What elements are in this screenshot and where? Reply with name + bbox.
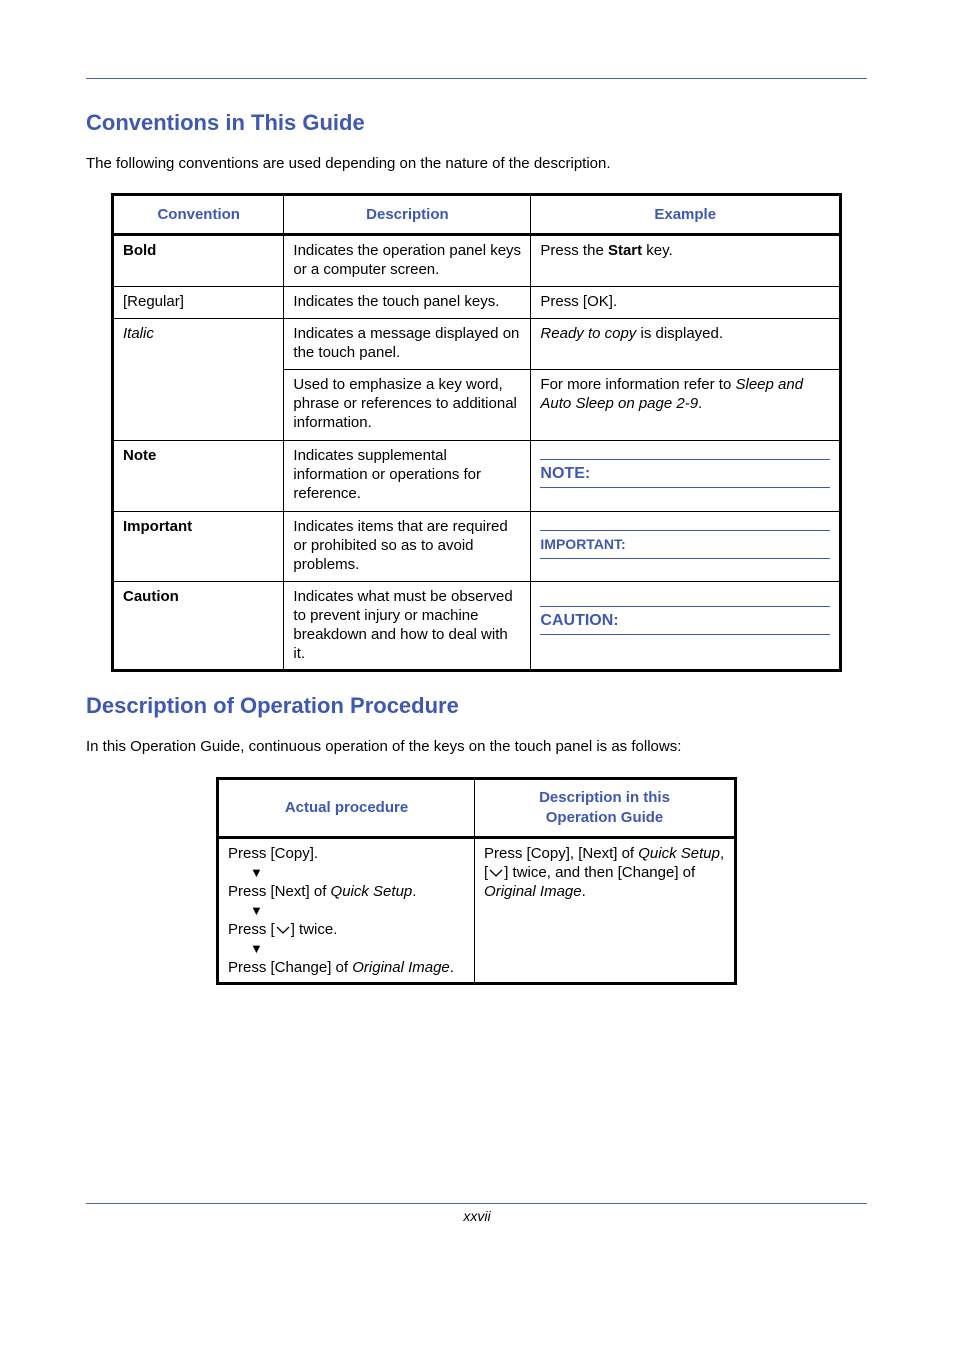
section-heading-conventions: Conventions in This Guide bbox=[86, 110, 365, 135]
procedure-table bbox=[216, 777, 737, 985]
note-label: NOTE: bbox=[540, 459, 830, 488]
table-header-row bbox=[218, 779, 736, 838]
description-cell: Indicates a message displayed on the touch panel. bbox=[284, 319, 531, 370]
column-header-example: Example bbox=[531, 195, 841, 235]
chevron-down-icon bbox=[275, 924, 291, 936]
description-cell: Indicates the touch panel keys. bbox=[284, 287, 531, 319]
footer-rule bbox=[86, 1203, 867, 1204]
actual-procedure-cell bbox=[218, 838, 475, 984]
table-header-row bbox=[113, 195, 841, 235]
convention-cell: [Regular] bbox=[113, 287, 284, 319]
down-arrow-icon: ▼ bbox=[250, 903, 263, 918]
header-rule bbox=[86, 78, 867, 79]
example-cell: Ready to copy is displayed. bbox=[531, 319, 841, 370]
table-row bbox=[113, 582, 841, 671]
important-label: IMPORTANT: bbox=[540, 530, 830, 559]
procedure-step: Press [Next] of Quick Setup. bbox=[228, 883, 417, 900]
description-cell: Used to emphasize a key word, phrase or references to additional information. bbox=[284, 370, 531, 441]
example-cell: Press the Start key. bbox=[531, 235, 841, 287]
convention-cell: Italic bbox=[113, 319, 284, 441]
table-row bbox=[113, 512, 841, 582]
convention-cell: Note bbox=[113, 441, 284, 512]
procedure-step: Press [Change] of Original Image. bbox=[228, 959, 454, 976]
page-number: xxvii bbox=[463, 1208, 491, 1224]
conventions-table bbox=[111, 193, 842, 672]
description-cell: Indicates items that are required or prohibited so as to avoid problems. bbox=[284, 512, 531, 582]
section-heading-operation-procedure: Description of Operation Procedure bbox=[86, 693, 459, 718]
description-cell: Indicates supplemental information or operations for reference. bbox=[284, 441, 531, 512]
chevron-down-icon bbox=[488, 867, 504, 879]
example-cell bbox=[531, 512, 841, 582]
convention-cell: Bold bbox=[113, 235, 284, 287]
example-cell bbox=[531, 441, 841, 512]
convention-cell: Important bbox=[113, 512, 284, 582]
table-row bbox=[113, 441, 841, 512]
procedure-step: Press [ ] twice. bbox=[228, 921, 338, 938]
table-row bbox=[113, 287, 841, 319]
down-arrow-icon: ▼ bbox=[250, 865, 263, 880]
procedure-intro: In this Operation Guide, continuous operation of the keys on the touch panel is as follows: bbox=[86, 738, 682, 755]
caution-label: CAUTION: bbox=[540, 606, 830, 635]
down-arrow-icon: ▼ bbox=[250, 941, 263, 956]
conventions-intro: The following conventions are used depending on the nature of the description. bbox=[86, 155, 611, 172]
column-header-description: Description bbox=[284, 195, 531, 235]
column-header-guide-description: Description in this Operation Guide bbox=[475, 779, 736, 838]
column-header-actual-procedure: Actual procedure bbox=[218, 779, 475, 838]
guide-description-cell: Press [Copy], [Next] of Quick Setup, [ ] twice, and then [Change] of Original Image. bbox=[475, 838, 736, 984]
description-cell: Indicates the operation panel keys or a computer screen. bbox=[284, 235, 531, 287]
example-cell: Press [OK]. bbox=[531, 287, 841, 319]
convention-cell: Caution bbox=[113, 582, 284, 671]
description-cell: Indicates what must be observed to prevent injury or machine breakdown and how to deal with it. bbox=[284, 582, 531, 671]
procedure-step: Press [Copy]. bbox=[228, 845, 319, 862]
example-cell: For more information refer to Sleep and Auto Sleep on page 2-9. bbox=[531, 370, 841, 441]
example-cell bbox=[531, 582, 841, 671]
column-header-convention: Convention bbox=[113, 195, 284, 235]
table-row bbox=[113, 319, 841, 370]
table-row bbox=[113, 235, 841, 287]
table-row bbox=[218, 838, 736, 984]
